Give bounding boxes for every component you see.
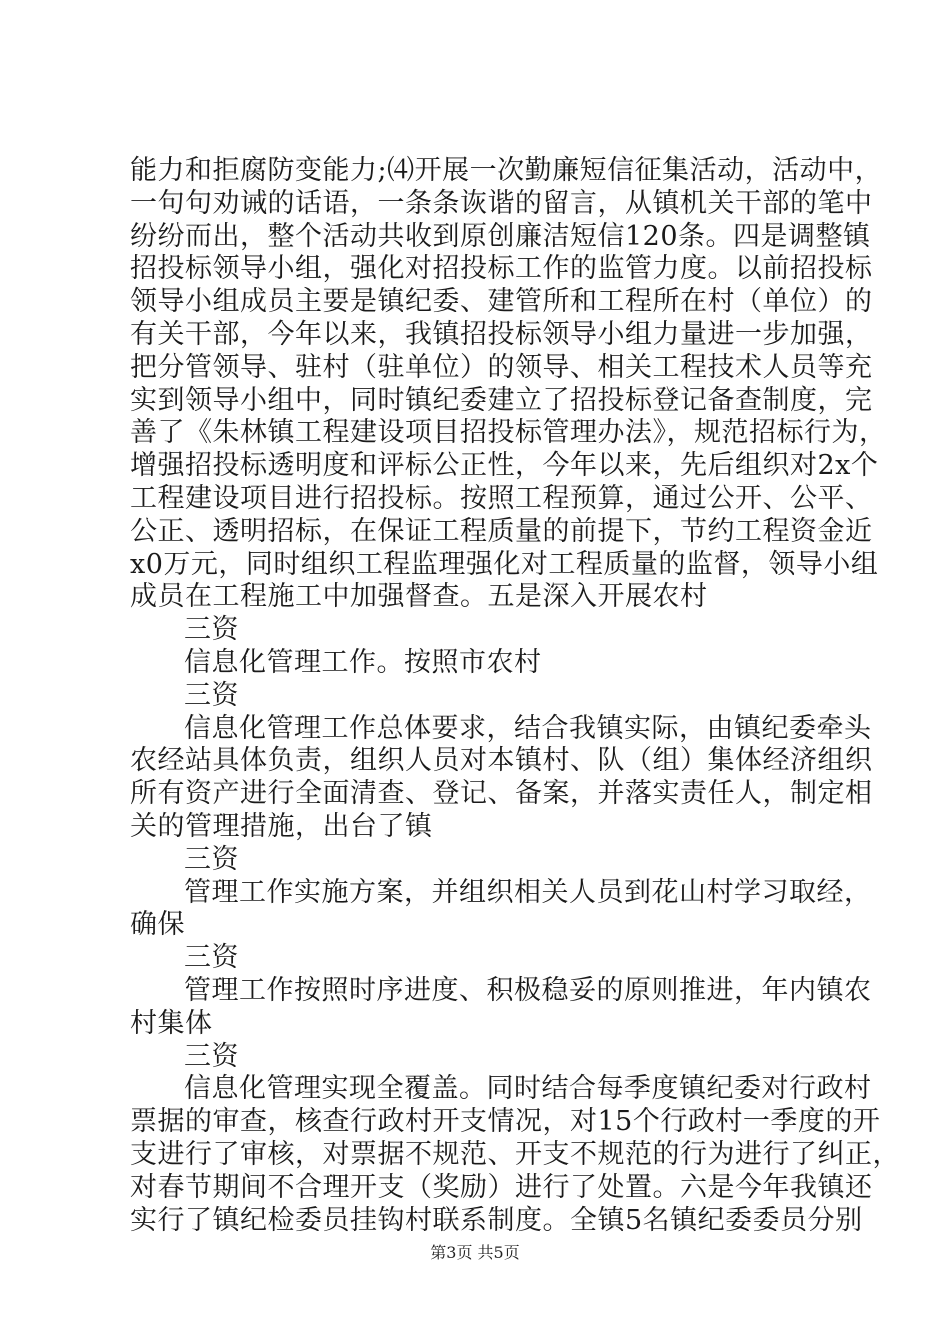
text-line: 信息化管理工作总体要求，结合我镇实际，由镇纪委牵头 <box>184 712 872 744</box>
text-line: 善了《朱林镇工程建设项目招投标管理办法》，规范招标行为， <box>130 417 887 449</box>
text-line: 信息化管理工作。按照市农村 <box>184 646 542 678</box>
text-line: 公正、透明招标，在保证工程质量的前提下，节约工程资金近 <box>130 515 873 547</box>
text-line: 实到领导小组中，同时镇纪委建立了招投标登记备查制度，完 <box>130 384 873 416</box>
text-line: 一句句劝诫的话语，一条条诙谐的留言，从镇机关干部的笔中 <box>130 187 873 219</box>
text-line: x0万元，同时组织工程监理强化对工程质量的监督，领导小组 <box>130 548 879 580</box>
text-line: 票据的审查，核查行政村开支情况，对15个行政村一季度的开 <box>130 1106 881 1138</box>
text-line: 管理工作按照时序进度、积极稳妥的原则推进，年内镇农 <box>184 974 872 1006</box>
text-line: 有关干部，今年以来，我镇招投标领导小组力量进一步加强， <box>130 318 873 350</box>
text-line: 实行了镇纪检委员挂钩村联系制度。全镇5名镇纪委委员分别 <box>130 1204 863 1236</box>
text-line: 信息化管理实现全覆盖。同时结合每季度镇纪委对行政村 <box>184 1073 872 1105</box>
page-number-label: 第3页 共5页 <box>430 1243 520 1262</box>
text-line: 工程建设项目进行招投标。按照工程预算，通过公开、公平、 <box>130 482 873 514</box>
text-line: 招投标领导小组，强化对招投标工作的监管力度。以前招投标 <box>130 253 873 285</box>
text-line: 关的管理措施，出台了镇 <box>130 810 433 842</box>
text-line: 纷纷而出，整个活动共收到原创廉洁短信120条。四是调整镇 <box>130 220 871 252</box>
page-footer <box>0 1240 950 1263</box>
text-line: 三资 <box>184 843 239 875</box>
text-line: 领导小组成员主要是镇纪委、建管所和工程所在村（单位）的 <box>130 286 873 318</box>
text-line: 三资 <box>184 614 239 646</box>
text-line: 能力和拒腐防变能力;⑷开展一次勤廉短信征集活动，活动中， <box>130 155 883 186</box>
text-line: 确保 <box>130 909 185 941</box>
text-line: 三资 <box>184 1040 239 1072</box>
text-line: 农经站具体负责，组织人员对本镇村、队（组）集体经济组织 <box>130 745 873 777</box>
text-line: 三资 <box>184 679 239 711</box>
text-line: 对春节期间不合理开支（奖励）进行了处置。六是今年我镇还 <box>130 1171 873 1203</box>
text-line: 村集体 <box>130 1007 213 1039</box>
body-text <box>130 155 900 1237</box>
text-line: 所有资产进行全面清查、登记、备案，并落实责任人，制定相 <box>130 778 873 810</box>
text-line: 管理工作实施方案，并组织相关人员到花山村学习取经， <box>184 876 872 908</box>
text-line: 成员在工程施工中加强督查。五是深入开展农村 <box>130 581 708 613</box>
text-line: 把分管领导、驻村（驻单位）的领导、相关工程技术人员等充 <box>130 351 873 383</box>
text-line: 支进行了审核，对票据不规范、开支不规范的行为进行了纠正， <box>130 1138 900 1170</box>
text-line: 三资 <box>184 942 239 974</box>
text-line: 增强招投标透明度和评标公正性，今年以来，先后组织对2x个 <box>130 450 879 482</box>
